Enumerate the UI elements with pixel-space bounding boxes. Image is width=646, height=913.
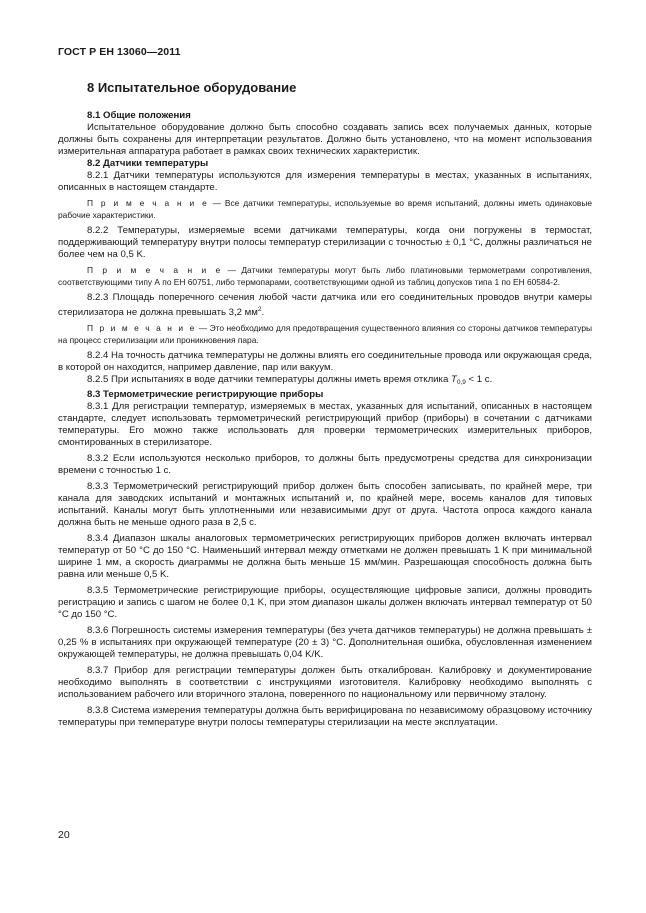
subsection-heading-8-3: 8.3 Термометрические регистрирующие приборы: [87, 389, 324, 400]
note-label: П р и м е ч а н и е: [87, 198, 209, 208]
document-body: [58, 110, 592, 729]
paragraph-8-3-8: 8.3.8 Система измерения температуры должна быть верифицирована по независимому образцовому источнику температуры при температуре внутри полосы температуры стерилизации на месте эксплуатации.: [58, 705, 592, 728]
note-1: [58, 198, 592, 221]
note-label: П р и м е ч а н и е: [87, 323, 197, 333]
paragraph-8-2-3: 8.2.3 Площадь поперечного сечения любой части датчика или его соединительных проводов внутри камеры стерилизатора не должна превышать 3,2 $мм^2$.: [58, 292, 592, 318]
subsection-heading-8-1: 8.1 Общие положения: [87, 110, 191, 121]
paragraph-8-3-3: 8.3.3 Термометрический регистрирующий прибор должен быть способен записывать, по крайней мере, три канала для заводских испытаний и монтажных испытаний и, по крайней мере, восемь каналов для типовых испытаний. Каналы могут быть уплотненными или независимыми друг от друга. Частота опроса каждого канала должна быть не меньше одного раза в 2,5 с.: [58, 481, 592, 528]
page-number: 20: [58, 829, 70, 841]
paragraph-8-3-7: 8.3.7 Прибор для регистрации температуры должен быть откалиброван. Калибровку и документирование необходимо выполнять в соответствии с инструкциями изготовителя. Калибровку необходимо выполнять с использованием рабочего или вторичного эталона, поверенного по национальному или первичному эталону.: [58, 665, 592, 700]
paragraph-8-3-1: 8.3.1 Для регистрации температур, измеряемых в местах, указанных для испытаний, описанных в настоящем стандарте, следует использовать термометрический регистрирующий прибор (приборы) в сочетании с датчиками температуры. Его можно также использовать для проверки термометрических измерительных приборов, смонтированных в стерилизаторе.: [58, 401, 592, 448]
subsection-heading-8-2: 8.2 Датчики температуры: [87, 158, 209, 169]
note-3-text: — Это необходимо для предотвращения существенного влияния со стороны датчиков температуры на процесс стерилизации или проникновения пара.: [58, 323, 592, 345]
note-3: [58, 323, 592, 346]
section-title: 8 Испытательное оборудование: [87, 80, 297, 95]
paragraph-8-3-4: 8.3.4 Диапазон шкалы аналоговых термометрических регистрирующих приборов должен включать интервал температур от 50 °C до 150 °C. Наименьший интервал между отметками не должен превышать 1 K при минимальной ширине 1 мм, а скорость диаграммы не должна быть меньше 15 мм/мин. Разрешающая способность должна быть равна или меньше 0,5 K.: [58, 533, 592, 580]
document-code-header: ГОСТ Р ЕН 13060—2011: [58, 46, 181, 58]
paragraph-8-1: Испытательное оборудование должно быть способно создавать запись всех получаемых данных, которые должны быть сохранены для интерпретации результатов. Должно быть установлено, что на момент использования измерительная аппаратура работает в рамках своих технических характеристик.: [58, 122, 592, 157]
note-1-text: — Все датчики температуры, используемые во время испытаний, должны иметь одинаковые рабочие характеристики.: [58, 198, 592, 220]
paragraph-8-2-2: 8.2.2 Температуры, измеряемые всеми датчиками температуры, когда они погружены в термостат, поддерживающий температуру внутри полосы температур стерилизации с точностью ± 0,1 °C, должны различаться не более чем на 0,5 K.: [58, 225, 592, 260]
paragraph-8-3-5: 8.3.5 Термометрические регистрирующие приборы, осуществляющие цифровые записи, должны проводить регистрацию и запись с шагом не более 0,1 K, при этом диапазон шкалы должен включать интервал температур от 50 °C до 150 °C.: [58, 585, 592, 620]
note-label: П р и м е ч а н и е: [87, 265, 223, 275]
note-2-text: — Датчики температуры могут быть либо платиновыми термометрами сопротивления, соответствующими типу А по ЕН 60751, либо термопарами, соответствующими одной из таблиц допусков типа 1 по ЕН 60584-2.: [58, 265, 592, 287]
paragraph-8-3-6: 8.3.6 Погрешность системы измерения температуры (без учета датчиков температуры) не должна превышать ± 0,25 % в испытаниях при окружающей температуре (20 ± 3) °C. Дополнительная ошибка, обусловленная изменением окружающей температуры, не должна превышать 0,04 K/K.: [58, 625, 592, 660]
paragraph-8-3-2: 8.3.2 Если используются несколько приборов, то должны быть предусмотрены средства для синхронизации времени с точностью 1 с.: [58, 453, 592, 476]
paragraph-8-2-4: 8.2.4 На точность датчика температуры не должны влиять его соединительные провода или окружающая среда, в которой он находится, например давление, пар или вакуум.: [58, 350, 592, 373]
paragraph-8-2-1: 8.2.1 Датчики температуры используются для измерения температуры в местах, указанных в испытаниях, описанных в настоящем стандарте.: [58, 170, 592, 193]
note-2: [58, 265, 592, 288]
paragraph-8-2-5: 8.2.5 При испытаниях в воде датчики температуры должны иметь время отклика $T_{0,9} < 1$ с.: [87, 374, 493, 386]
